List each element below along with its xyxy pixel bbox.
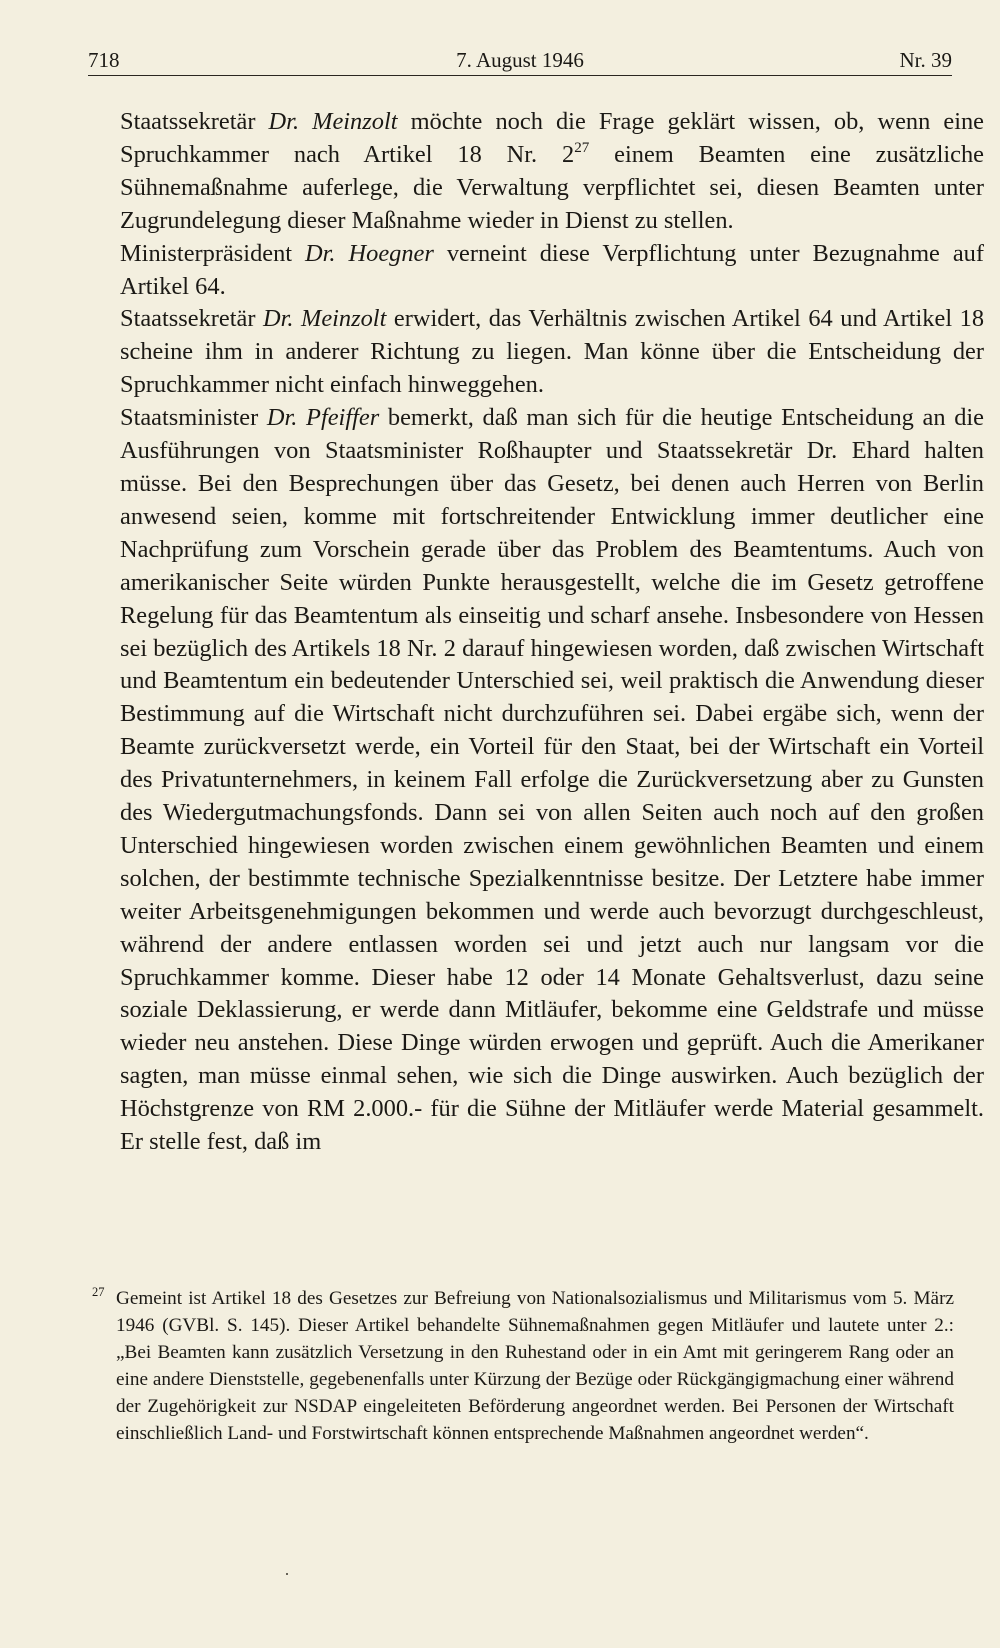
- footnote-reference: 27: [574, 140, 590, 157]
- footnote-text: Gemeint ist Artikel 18 des Gesetzes zur Befreiung von Nationalsozialismus und Militarismus vom 5. März 1946 (GVBl. S. 145). Dieser Artikel behandelte Sühnemaßnahmen gegen Mitläufer und lautete unter 2.: „Bei Beamten kann zusätzlich Versetzung in den Ruhestand oder in ein Amt mit geringerem Rang oder an eine andere Dienststelle, gegebenenfalls unter Kürzung der Bezüge oder Rückgängigmachung einer während der Zugehörigkeit zur NSDAP eingeleiteten Beförderung angeordnet werden. Bei Personen der Wirtschaft einschließlich Land- und Forstwirtschaft können entsprechende Maßnahmen angeordnet werden“.: [116, 1288, 954, 1444]
- running-header: [88, 42, 952, 78]
- speaker-name: Dr. Meinzolt: [268, 108, 398, 135]
- paragraph: [120, 303, 984, 402]
- header-date: 7. August 1946: [456, 48, 584, 72]
- page-number: 718: [88, 48, 120, 72]
- paragraph: [120, 402, 984, 1159]
- footnote: [92, 1285, 954, 1447]
- paragraph-text: verneint diese Verpflichtung unter Bezugnahme auf Artikel 64.: [120, 239, 984, 300]
- paper-speck: [286, 1573, 288, 1575]
- body-text: [120, 106, 984, 1159]
- footnotes: [92, 1285, 954, 1447]
- issue-number: Nr. 39: [899, 48, 952, 72]
- paragraph-text: möchte noch die Frage geklärt wissen, ob, wenn eine Spruchkammer nach Artikel 18 Nr. 2: [120, 108, 985, 168]
- speaker-name: Dr. Hoegner: [305, 239, 434, 267]
- speaker-name: Dr. Meinzolt: [262, 305, 387, 333]
- speaker-title: Staatssekretär: [120, 108, 269, 135]
- paragraph-text: bemerkt, daß man sich für die heutige Entscheidung an die Ausführungen von Staatsminister Roßhaupter und Staatssekretär Dr. Ehard halten müsse. Bei den Besprechungen über das Gesetz, bei denen auch Herren von Berlin anwesend seien, komme mit fortschreitender Entwicklung immer deutlicher eine Nachprüfung zum Vorschein gerade über das Problem des Beamtentums. Auch von amerikanischer Seite würden Punkte herausgestellt, welche die im Gesetz getroffene Regelung für das Beamtentum als einseitig und scharf ansehe. Insbesondere von Hessen sei bezüglich des Artikels 18 Nr. 2 darauf hingewiesen worden, daß zwischen Wirtschaft und Beamtentum ein bedeutender Unterschied sei, weil praktisch die Anwendung dieser Bestimmung auf die Wirtschaft nicht durchzuführen sei. Dabei ergäbe sich, wenn der Beamte zurückversetzt werde, ein Vorteil für den Staat, bei der Wirtschaft ein Vorteil des Privatunternehmers, in keinem Fall erfolge die Zurückversetzung aber zu Gunsten des Wiedergutmachungsfonds. Dann sei von allen Seiten auch noch auf den großen Unterschied hingewiesen worden zwischen einem gewöhnlichen Beamten und einem solchen, der bestimmte technische Spezialkenntnisse besitze. Der Letztere habe immer weiter Arbeitsgenehmigungen bekommen und werde auch bevorzugt durchgeschleust, während der andere entlassen worden sei und jetzt auch nur langsam vor die Spruchkammer komme. Dieser habe 12 oder 14 Monate Gehaltsverlust, dazu seine soziale Deklassierung, er werde dann Mitläufer, bekomme eine Geldstrafe und müsse wieder neu anstehen. Diese Dinge würden erwogen und geprüft. Auch die Amerikaner sagten, man müsse einmal sehen, wie sich die Dinge auswirken. Auch bezüglich der Höchstgrenze von RM 2.000.- für die Sühne der Mitläufer werde Material gesammelt. Er stelle fest, daß im: [120, 404, 985, 1156]
- paragraph-text: einem Beamten eine zusätzliche Sühnemaßnahme auferlege, die Verwaltung verpflichtet sei, diesen Beamten unter Zugrundelegung dieser Maßnahme wieder in Dienst zu stellen.: [120, 140, 984, 234]
- footnote-number: 27: [92, 1285, 105, 1299]
- paragraph: [120, 106, 984, 238]
- paragraph: [120, 238, 984, 304]
- speaker-name: Dr. Pfeiffer: [266, 404, 380, 432]
- speaker-title: Ministerpräsident: [120, 239, 306, 267]
- speaker-title: Staatsminister: [120, 404, 267, 432]
- header-rule: [88, 75, 952, 76]
- paragraph-text: erwidert, das Verhältnis zwischen Artikel 64 und Artikel 18 scheine ihm in anderer Richtung zu liegen. Man könne über die Entscheidung der Spruchkammer nicht einfach hinweggehen.: [120, 305, 985, 399]
- speaker-title: Staatssekretär: [120, 305, 263, 333]
